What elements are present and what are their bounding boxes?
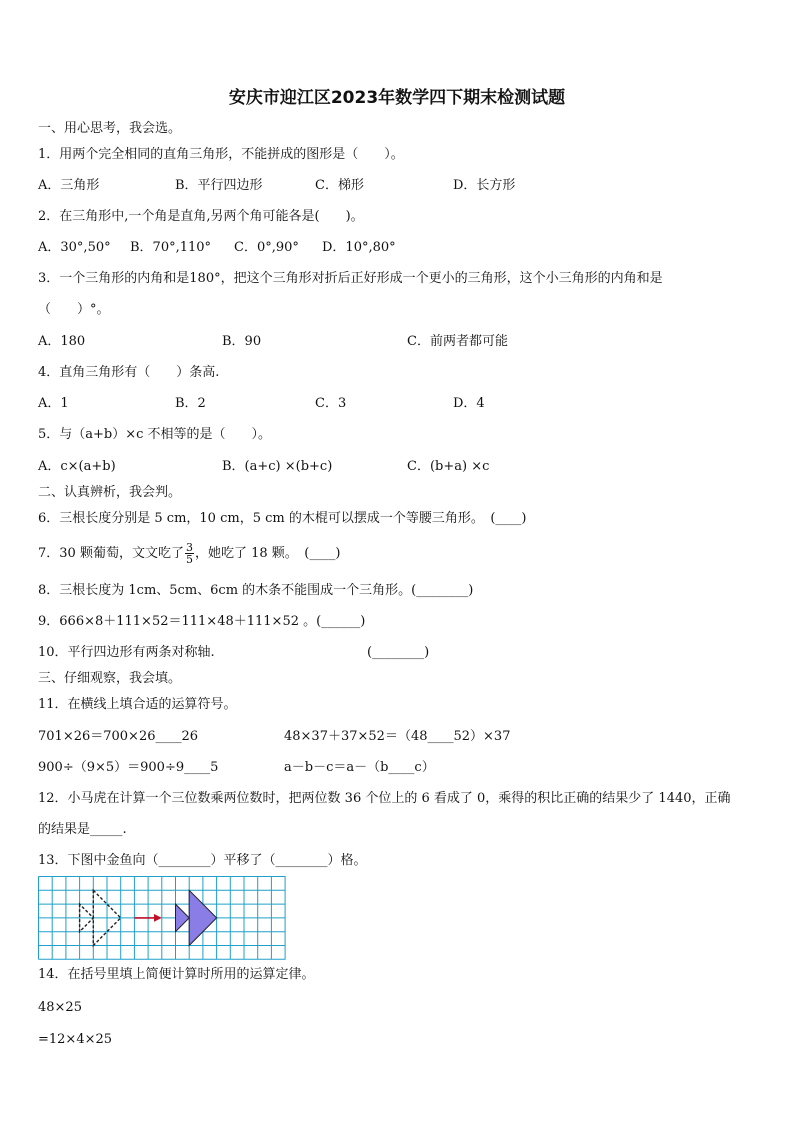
q7-text-after: ，她吃了 18 颗。 (____) — [194, 546, 341, 561]
q3-stem-continued: （ ）°。 — [38, 302, 110, 317]
q4-option-c[interactable]: C．3 — [315, 396, 347, 411]
q3-stem: 3．一个三角形的内角和是180°，把这个三角形对折后正好形成一个更小的三角形，这个小三角形的内角和是 — [38, 271, 663, 286]
q5-option-c[interactable]: C．(b+a) ×c — [407, 459, 490, 474]
q11-expr-3[interactable]: 900÷（9×5）＝900÷9____5 — [38, 760, 219, 775]
q7-statement — [38, 540, 340, 568]
q1-stem: 1．用两个完全相同的直角三角形，不能拼成的图形是（ ）。 — [38, 147, 404, 162]
q10-answer-blank[interactable]: (________) — [367, 645, 430, 660]
q4-option-b[interactable]: B．2 — [175, 396, 206, 411]
page-title: 安庆市迎江区2023年数学四下期末检测试题 — [228, 88, 566, 108]
section-1-heading: 一、用心思考，我会选。 — [38, 121, 182, 136]
q3-option-b[interactable]: B．90 — [222, 334, 262, 349]
moved-fish — [176, 890, 217, 945]
q12-line-2[interactable]: 的结果是_____. — [38, 822, 127, 837]
q7-text-before: 7．30 颗葡萄，文文吃了 — [38, 546, 184, 561]
q5-option-a[interactable]: A．c×(a+b) — [38, 459, 116, 474]
q7-numerator: 3 — [185, 541, 193, 554]
grid-lines — [39, 877, 286, 960]
q14-stem: 14．在括号里填上简便计算时所用的运算定律。 — [38, 967, 315, 982]
q13-stem[interactable]: 13．下图中金鱼向（________）平移了（________）格。 — [38, 853, 367, 868]
q6-statement: 6．三根长度分别是 5 cm，10 cm，5 cm 的木棍可以摆成一个等腰三角形。 (____) — [38, 511, 527, 526]
q11-stem: 11．在横线上填合适的运算符号。 — [38, 697, 237, 712]
q11-expr-4[interactable]: a－b－c＝a－（b____c） — [284, 760, 435, 775]
q2-option-d[interactable]: D．10°,80° — [322, 240, 396, 255]
q7-fraction — [185, 542, 194, 565]
q7-denominator: 5 — [185, 553, 193, 566]
q9-statement: 9．666×8＋111×52＝111×48＋111×52 。(______) — [38, 614, 366, 629]
q1-option-b[interactable]: B．平行四边形 — [175, 178, 263, 193]
q5-stem: 5．与（a+b）×c 不相等的是（ ）。 — [38, 427, 272, 442]
q11-expr-1[interactable]: 701×26＝700×26____26 — [38, 729, 199, 744]
q3-option-c[interactable]: C．前两者都可能 — [407, 334, 508, 349]
q1-option-d[interactable]: D．长方形 — [453, 178, 516, 193]
q2-option-c[interactable]: C．0°,90° — [234, 240, 299, 255]
q13-grid-figure — [38, 876, 288, 960]
q14-line-2: =12×4×25 — [38, 1032, 113, 1047]
q4-option-d[interactable]: D．4 — [453, 396, 485, 411]
section-3-heading: 三、仔细观察，我会填。 — [38, 671, 182, 686]
q2-stem: 2．在三角形中,一个角是直角,另两个角可能各是( )。 — [38, 209, 364, 224]
q4-option-a[interactable]: A．1 — [38, 396, 69, 411]
q3-option-a[interactable]: A．180 — [38, 334, 86, 349]
q5-option-b[interactable]: B．(a+c) ×(b+c) — [222, 459, 333, 474]
q12-line-1: 12．小马虎在计算一个三位数乘两位数时，把两位数 36 个位上的 6 看成了 0，乘得的积比正确的结果少了 1440，正确 — [38, 791, 731, 806]
q8-statement: 8．三根长度为 1cm、5cm、6cm 的木条不能围成一个三角形。(________) — [38, 583, 474, 598]
q1-option-a[interactable]: A．三角形 — [38, 178, 100, 193]
q14-line-1: 48×25 — [38, 1000, 82, 1015]
q11-expr-2[interactable]: 48×37＋37×52＝（48____52）×37 — [284, 729, 511, 744]
q1-option-c[interactable]: C．梯形 — [315, 178, 364, 193]
q2-option-b[interactable]: B．70°,110° — [130, 240, 212, 255]
section-2-heading: 二、认真辨析，我会判。 — [38, 485, 182, 500]
q2-option-a[interactable]: A．30°,50° — [38, 240, 111, 255]
q4-stem: 4．直角三角形有（ ）条高. — [38, 365, 220, 380]
q10-statement: 10．平行四边形有两条对称轴. — [38, 645, 215, 660]
